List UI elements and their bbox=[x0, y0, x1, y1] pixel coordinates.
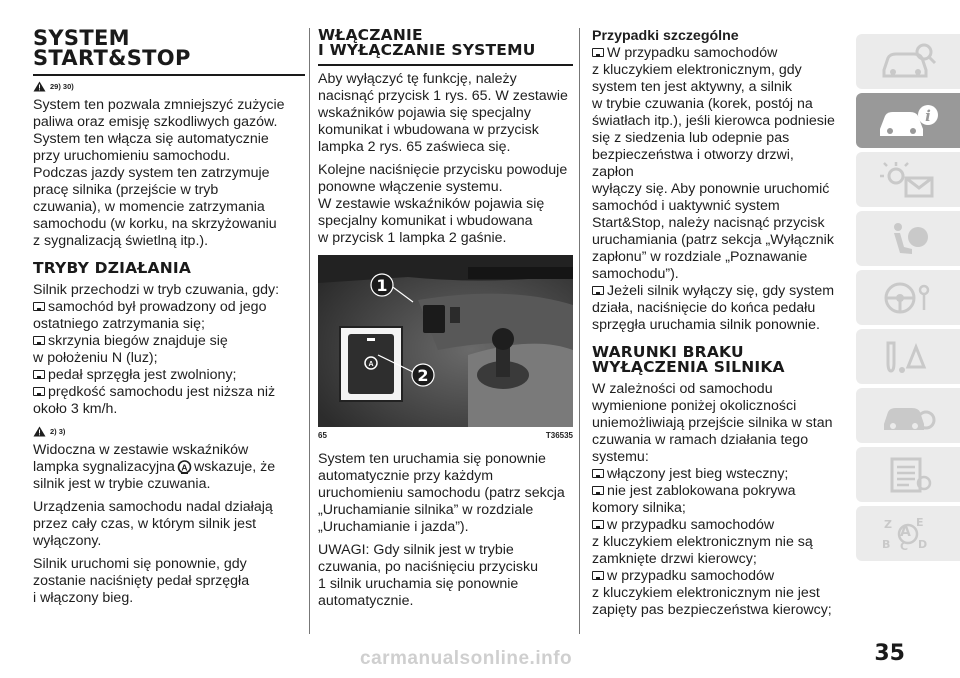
tab-technical-data[interactable] bbox=[856, 447, 960, 502]
svg-text:D: D bbox=[918, 537, 928, 551]
title-rule bbox=[318, 64, 573, 66]
bullet-icon bbox=[33, 370, 45, 379]
bullet-item: prędkość samochodu jest niższa niż około 3 km/h. bbox=[33, 384, 276, 417]
column-on-off bbox=[318, 28, 573, 610]
title-rule bbox=[33, 74, 305, 76]
svg-text:A: A bbox=[181, 462, 188, 473]
section-title: SYSTEM START&STOP bbox=[33, 26, 191, 70]
tab-index[interactable] bbox=[856, 506, 960, 561]
car-maintenance-icon bbox=[878, 396, 938, 436]
car-magnifier-icon bbox=[878, 42, 938, 82]
svg-text:C: C bbox=[900, 539, 909, 553]
page-number: 35 bbox=[874, 641, 905, 666]
subsection-title: TRYBY DZIAŁANIA bbox=[33, 259, 192, 277]
bullet-item: W przypadku samochodów z kluczykiem elektronicznym, gdy system ten jest aktywny, a silnik w trybie czuwania (korek, postój na światłach itp.), jeśli kierowca podniesie się z siedzenia lub odepnie pas bezpieczeństwa i otworzy drzwi, zapłon wyłączy się. Aby ponownie uruchomić samochód i uaktywnić system Start&Stop, należy nacisnąć przycisk uruchamiania (patrz sekcja „Wyłącznik zapłonu” w rozdziale „Poznawanie samochodu”). bbox=[592, 45, 835, 282]
section-title: WŁĄCZANIE I WYŁĄCZANIE SYSTEMU bbox=[318, 26, 536, 59]
dashboard-photo bbox=[318, 255, 573, 427]
column-special-cases bbox=[592, 28, 837, 619]
paragraph: Silnik uruchomi się ponownie, gdy zostanie naciśnięty pedał sprzęgła i włączony bieg. bbox=[33, 556, 250, 606]
bullet-item: samochód był prowadzony od jego ostatniego zatrzymania się; bbox=[33, 299, 267, 332]
warning-reference: 2) 3) bbox=[33, 426, 305, 437]
bullet-item: skrzynia biegów znajduje się w położeniu N (luz); bbox=[33, 333, 228, 366]
car-info-icon bbox=[876, 101, 940, 141]
warning-reference: 29) 30) bbox=[33, 81, 305, 92]
section-title: WARUNKI BRAKU WYŁĄCZENIA SILNIKA bbox=[592, 343, 785, 376]
tab-emergency[interactable] bbox=[856, 329, 960, 384]
bullet-icon bbox=[592, 486, 604, 495]
tab-warning-lights[interactable] bbox=[856, 152, 960, 207]
airbag-safety-icon bbox=[878, 219, 938, 259]
paragraph: Urządzenia samochodu nadal działają przez cały czas, w którym silnik jest wyłączony. bbox=[33, 499, 273, 549]
chapter-tabs bbox=[856, 34, 960, 565]
bullet-icon bbox=[592, 286, 604, 295]
steering-wheel-key-icon bbox=[878, 278, 938, 318]
svg-text:E: E bbox=[916, 515, 924, 529]
paragraph: Aby wyłączyć tę funkcję, należy nacisnąć przycisk 1 rys. 65. W zestawie wskaźników pojawia się specjalny komunikat i wbudowana w przycisk lampka 2 rys. 65 zaświeca się. bbox=[318, 71, 568, 155]
svg-text:B: B bbox=[882, 537, 891, 551]
tab-car-overview[interactable] bbox=[856, 34, 960, 89]
paragraph: Kolejne naciśnięcie przycisku powoduje ponowne włączenie systemu. W zestawie wskaźników pojawia się specjalny komunikat i wbudowana w przycisk 1 lampka 2 gaśnie. bbox=[318, 162, 568, 246]
alphabetical-index-icon bbox=[878, 514, 938, 554]
watermark: carmanualsonline.info bbox=[360, 648, 573, 669]
figure-callout-1: 1 bbox=[376, 276, 388, 295]
bullet-icon bbox=[592, 571, 604, 580]
column-divider bbox=[579, 28, 580, 634]
caution-triangle-icon bbox=[33, 426, 46, 437]
bullet-item: włączony jest bieg wsteczny; bbox=[592, 466, 837, 483]
note-paragraph: UWAGI: Gdy silnik jest w trybie czuwania, po naciśnięciu przycisku 1 silnik uruchamia się ponownie automatycznie. bbox=[318, 542, 539, 609]
start-stop-indicator-icon bbox=[176, 460, 193, 474]
svg-text:i: i bbox=[925, 106, 931, 125]
paragraph: System ten uruchamia się ponownie automatycznie przy każdym uruchomieniu samochodu (patrz sekcja „Uruchamianie silnika” w rozdziale „Uruchamianie i jazda”). bbox=[318, 451, 565, 535]
bullet-item: w przypadku samochodów z kluczykiem elektronicznym nie jest zapięty pas bezpieczeństwa kierowcy; bbox=[592, 568, 832, 618]
svg-text:Z: Z bbox=[884, 517, 892, 531]
warning-light-paragraph: Widoczna w zestawie wskaźników lampka sygnalizacyjna A wskazuje, że silnik jest w trybie czuwania. bbox=[33, 442, 276, 492]
tab-car-info[interactable] bbox=[856, 93, 960, 148]
bullet-icon bbox=[592, 48, 604, 57]
bullet-item: nie jest zablokowana pokrywa komory silnika; bbox=[592, 483, 796, 516]
figure-caption: 65 T36535 bbox=[318, 431, 573, 440]
subsection-title: Przypadki szczególne bbox=[592, 28, 739, 44]
intro-paragraph: System ten pozwala zmniejszyć zużycie paliwa oraz emisję szkodliwych gazów. System ten włącza się automatycznie przy uruchomieniu samochodu. Podczas jazdy system ten zatrzymuje pracę silnika (przejście w tryb czuwania), w momencie zatrzymania samochodu (w korku, na skrzyżowaniu z sygnalizacją świetlną itp.). bbox=[33, 97, 285, 249]
roadside-emergency-icon bbox=[878, 337, 938, 377]
paragraph: W zależności od samochodu wymienione poniżej okoliczności uniemożliwiają przejście silnika w stan czuwania w ramach działania tego systemu: bbox=[592, 381, 833, 465]
technical-data-list-icon bbox=[878, 455, 938, 495]
figure-65-photo bbox=[318, 255, 573, 427]
column-divider bbox=[309, 28, 310, 634]
bullet-item: Jeżeli silnik wyłączy się, gdy system działa, naciśnięcie do końca pedału sprzęgła uruchamia silnik ponownie. bbox=[592, 283, 835, 333]
tab-maintenance[interactable] bbox=[856, 388, 960, 443]
bullet-icon bbox=[33, 336, 45, 345]
bullet-icon bbox=[592, 520, 604, 529]
bullet-icon bbox=[33, 387, 45, 396]
svg-text:A: A bbox=[900, 523, 911, 540]
svg-text:A: A bbox=[368, 361, 374, 368]
conditions-intro: Silnik przechodzi w tryb czuwania, gdy: bbox=[33, 282, 280, 298]
column-start-stop bbox=[33, 28, 305, 607]
tab-safety[interactable] bbox=[856, 211, 960, 266]
figure-callout-2: 2 bbox=[417, 366, 429, 385]
bullet-icon bbox=[592, 469, 604, 478]
bullet-icon bbox=[33, 302, 45, 311]
warning-triangle-icon bbox=[33, 81, 46, 92]
warning-light-message-icon bbox=[878, 160, 938, 200]
bullet-item: w przypadku samochodów z kluczykiem elektronicznym nie są zamknięte drzwi kierowcy; bbox=[592, 517, 813, 567]
tab-starting-driving[interactable] bbox=[856, 270, 960, 325]
bullet-item: pedał sprzęgła jest zwolniony; bbox=[33, 367, 305, 384]
